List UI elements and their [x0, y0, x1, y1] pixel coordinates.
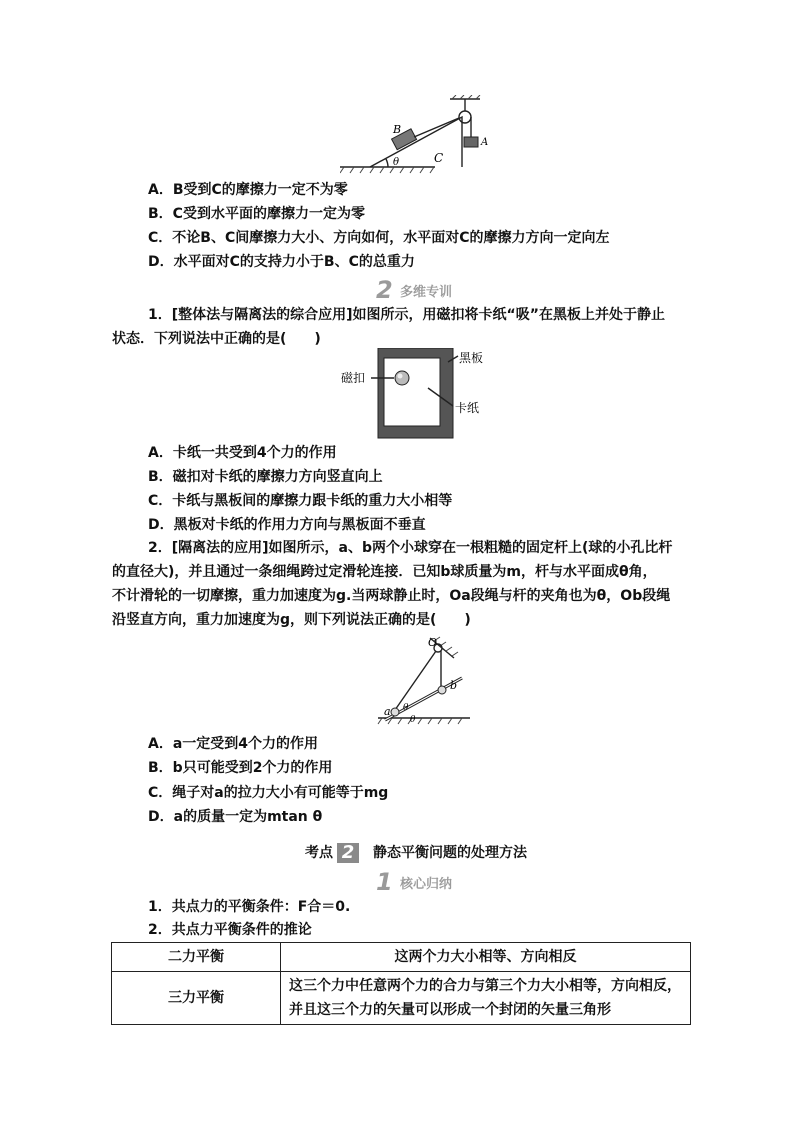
- option-1-d: D．水平面对C的支持力小于B、C的总重力: [148, 254, 415, 270]
- banner-text: 多维专训: [400, 285, 453, 300]
- q2-line-4: 沿竖直方向，重力加速度为g，则下列说法正确的是( ): [112, 612, 471, 628]
- table-row: [112, 972, 691, 1025]
- q1-option-d: D．黑板对卡纸的作用力方向与黑板面不垂直: [148, 517, 426, 533]
- q2-line-1: 2．[隔离法的应用]如图所示，a、b两个小球穿在一根粗糙的固定杆上(球的小孔比杆: [148, 540, 673, 556]
- q1-option-b: B．磁扣对卡纸的摩擦力方向竖直向上: [148, 469, 383, 485]
- option-1-a: A．B受到C的摩擦力一定不为零: [148, 182, 348, 198]
- table-cell-desc: 这两个力大小相等、方向相反: [281, 943, 691, 972]
- option-1-c: C．不论B、C间摩擦力大小、方向如何，水平面对C的摩擦力方向一定向左: [148, 230, 610, 246]
- table-cell-desc: 这三个力中任意两个力的合力与第三个力大小相等，方向相反，并且这三个力的矢量可以形成一个封闭的矢量三角形: [281, 972, 691, 1025]
- kaodian-heading: [305, 843, 527, 863]
- q1-option-a: A．卡纸一共受到4个力的作用: [148, 445, 337, 461]
- label-ball-a: a: [384, 705, 391, 718]
- incline-pulley-figure: [340, 95, 490, 175]
- rod-balls-figure: [370, 632, 480, 728]
- label-paper: 卡纸: [455, 401, 480, 415]
- q2-option-b: B．b只可能受到2个力的作用: [148, 760, 333, 776]
- label-blackboard: 黑板: [459, 351, 484, 365]
- label-theta-1: θ: [403, 703, 409, 713]
- kaodian-prefix: 考点: [305, 845, 333, 861]
- label-c: C: [434, 151, 444, 165]
- point-1: 1．共点力的平衡条件：F合＝0.: [148, 899, 351, 915]
- banner-hexin: [372, 868, 456, 896]
- option-1-b: B．C受到水平面的摩擦力一定为零: [148, 206, 365, 222]
- label-theta-2: θ: [410, 715, 416, 725]
- q2-line-2: 的直径大)，并且通过一条细绳跨过定滑轮连接．已知b球质量为m，杆与水平面成θ角，: [112, 564, 657, 580]
- q2-option-d: D．a的质量一定为mtan θ: [148, 809, 323, 825]
- label-magnet: 磁扣: [341, 371, 366, 385]
- q2-option-a: A．a一定受到4个力的作用: [148, 736, 319, 752]
- q1-option-c: C．卡纸与黑板间的摩擦力跟卡纸的重力大小相等: [148, 493, 453, 509]
- table-row: [112, 943, 691, 972]
- label-theta: θ: [393, 157, 400, 168]
- banner-text: 核心归纳: [400, 877, 453, 892]
- label-o: O: [428, 636, 438, 649]
- label-b: B: [393, 123, 402, 136]
- kaodian-title: 静态平衡问题的处理方法: [373, 845, 527, 861]
- equilibrium-table: [111, 942, 691, 1025]
- q2-option-c: C．绳子对a的拉力大小有可能等于mg: [148, 785, 389, 801]
- q1-line-2: 状态．下列说法中正确的是( ): [112, 331, 321, 347]
- banner-number: 2: [376, 276, 393, 304]
- label-ball-b: b: [450, 679, 458, 692]
- table-cell-name: 三力平衡: [112, 972, 281, 1025]
- point-2: 2．共点力平衡条件的推论: [148, 922, 312, 938]
- banner-number: 1: [376, 868, 393, 896]
- table-cell-name: 二力平衡: [112, 943, 281, 972]
- banner-duowei: [372, 276, 456, 304]
- q2-line-3: 不计滑轮的一切摩擦，重力加速度为g.当两球静止时，Oa段绳与杆的夹角也为θ，Ob段绳: [112, 588, 671, 604]
- label-a: A: [481, 137, 489, 148]
- blackboard-figure: [335, 348, 495, 440]
- kaodian-number: 2: [337, 843, 359, 863]
- q1-line-1: 1．[整体法与隔离法的综合应用]如图所示，用磁扣将卡纸“吸”在黑板上并处于静止: [148, 307, 665, 323]
